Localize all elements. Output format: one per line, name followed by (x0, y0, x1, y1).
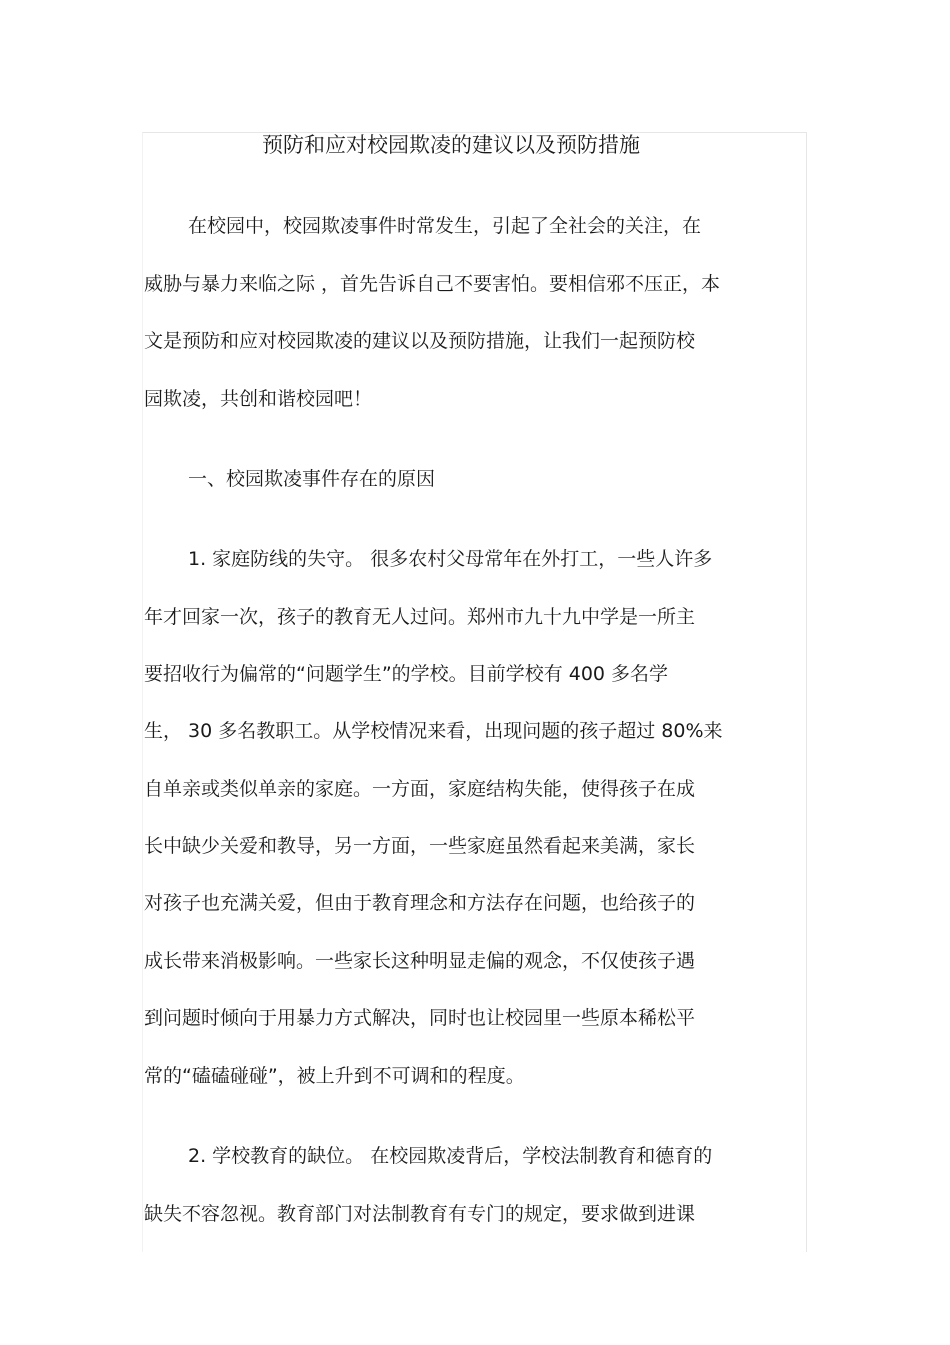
text-line-4: 园欺凌，共创和谐校园吧！ (144, 388, 373, 410)
text-line-3: 文是预防和应对校园欺凌的建议以及预防措施，让我们一起预防校 (144, 330, 696, 352)
text-line-7: 要招收行为偏常的“问题学生”的学校。目前学校有 400 多名学 (144, 663, 669, 685)
text-line-11: 对孩子也充满关爱，但由于教育理念和方法存在问题，也给孩子的 (144, 892, 696, 914)
text-line-1: 在校园中，校园欺凌事件时常发生，引起了全社会的关注，在 (188, 215, 702, 237)
text-line-10: 长中缺少关爱和教导，另一方面，一些家庭虽然看起来美满，家长 (144, 835, 696, 857)
text-line-2: 威胁与暴力来临之际 ，首先告诉自己不要害怕。要相信邪不压正，本 (144, 273, 721, 295)
document-title: 预防和应对校园欺凌的建议以及预防措施 (262, 133, 640, 157)
text-line-9: 自单亲或类似单亲的家庭。一方面，家庭结构失能，使得孩子在成 (144, 778, 696, 800)
text-line-14: 常的“磕磕碰碰”，被上升到不可调和的程度。 (144, 1065, 525, 1087)
text-line-8: 生， 30 多名教职工。从学校情况来看，出现问题的孩子超过 80%来 (144, 720, 723, 742)
text-line-13: 到问题时倾向于用暴力方式解决，同时也让校园里一些原本稀松平 (144, 1007, 696, 1029)
text-line-15: 2. 学校教育的缺位。 在校园欺凌背后，学校法制教育和德育的 (188, 1145, 713, 1167)
text-line-16: 缺失不容忽视。教育部门对法制教育有专门的规定，要求做到进课 (144, 1203, 696, 1225)
text-line-6: 年才回家一次，孩子的教育无人过问。郑州市九十九中学是一所主 (144, 606, 696, 628)
text-line-12: 成长带来消极影响。一些家长这种明显走偏的观念，不仅使孩子遇 (144, 950, 696, 972)
section-heading-1: 一、校园欺凌事件存在的原因 (188, 468, 436, 490)
text-line-5: 1. 家庭防线的失守。 很多农村父母常年在外打工，一些人许多 (188, 548, 713, 570)
